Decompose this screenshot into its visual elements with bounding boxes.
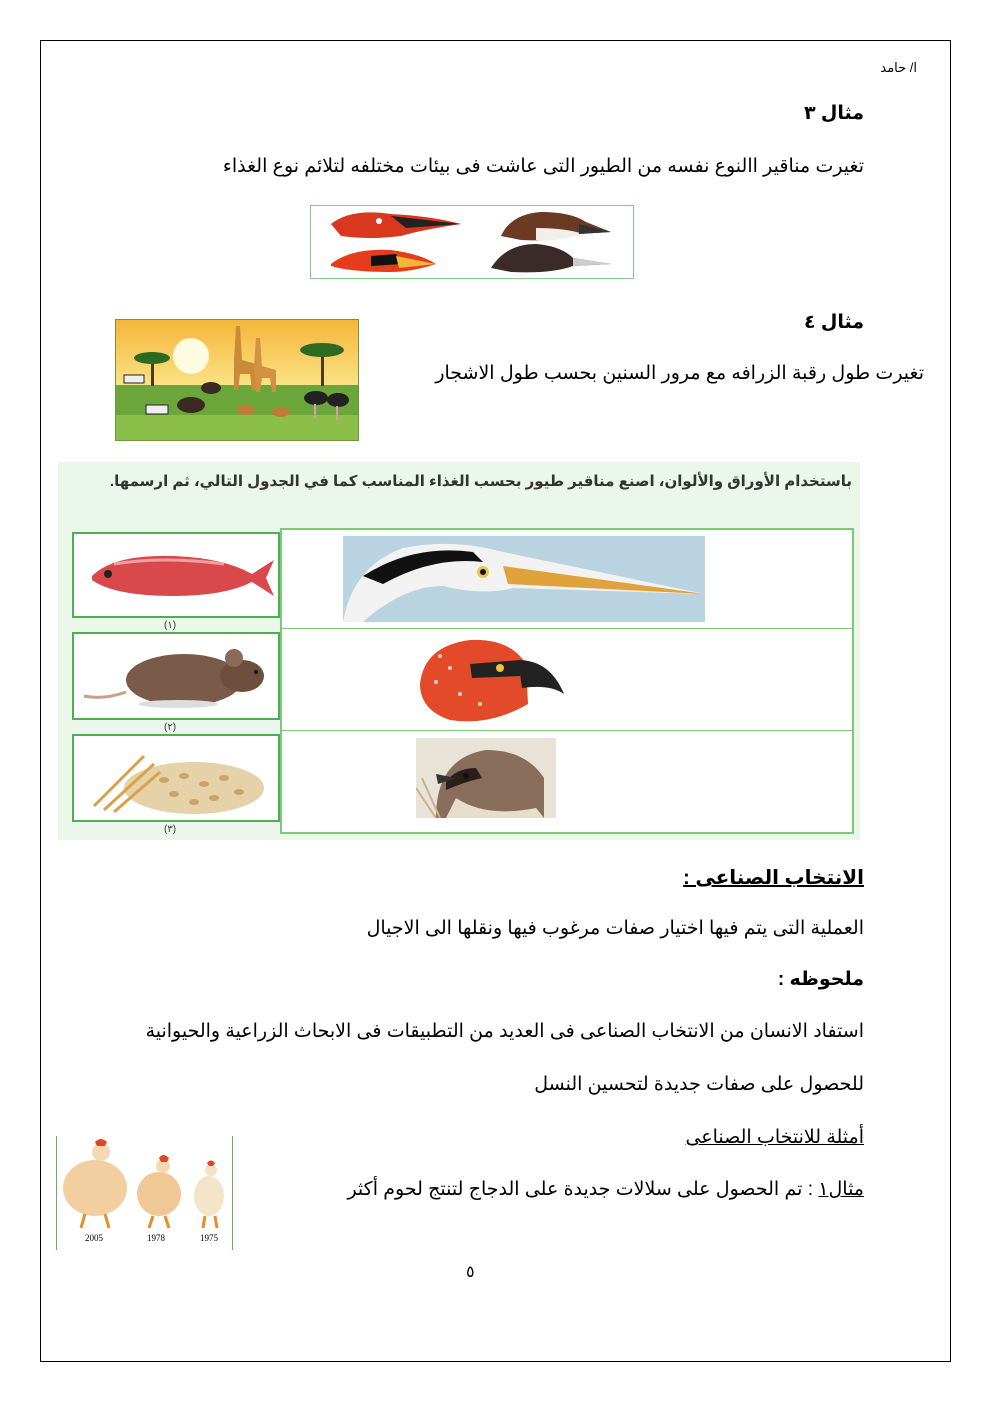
page-number: ٥: [466, 1264, 475, 1281]
short-beak-image: [416, 738, 556, 818]
example4-text: تغيرت طول رقبة الزرافه مع مرور السنين بحسب طول الاشجار: [435, 363, 924, 384]
example1-label: مثال١: [818, 1179, 864, 1200]
beak-activity-panel: [58, 462, 860, 840]
artificial-selection-definition: العملية التى يتم فيها اختيار صفات مرغوب فيها ونقلها الى الاجيال: [366, 918, 864, 939]
beaks-image: [310, 205, 634, 279]
hooked-beak-image: [410, 634, 570, 726]
activity-instruction: باستخدام الأوراق والألوان، اصنع مناقير طيور بحسب الغذاء المناسب كما في الجدول التالي، ثم ارسمها.: [109, 473, 852, 490]
row-divider: [280, 628, 854, 629]
row-divider: [280, 730, 854, 731]
example3-title: مثال ٣: [803, 103, 864, 124]
heron-beak-image: [343, 536, 705, 622]
row-number: (٣): [164, 824, 177, 835]
chickens-image: [56, 1136, 233, 1250]
note-line-2: للحصول على صفات جديدة لتحسين النسل: [534, 1074, 864, 1095]
example1-text: : تم الحصول على سلالات جديدة على الدجاج لتنتج لحوم أكثر: [347, 1179, 819, 1200]
row-number: (٢): [164, 722, 177, 733]
grains-image: [72, 734, 280, 822]
examples-heading: أمثلة للانتخاب الصناعى: [685, 1127, 864, 1148]
giraffe-savanna-image: [115, 319, 359, 441]
year-label: 1975: [200, 1233, 218, 1243]
note-heading: ملحوظه :: [777, 969, 864, 990]
author-header: ا/ حامد: [880, 60, 917, 75]
mouse-image: [72, 632, 280, 720]
year-label: 2005: [85, 1233, 103, 1243]
year-label: 1978: [147, 1233, 165, 1243]
note-line-1: استفاد الانسان من الانتخاب الصناعى فى العديد من التطبيقات فى الابحاث الزراعية والحيوانية: [145, 1021, 864, 1042]
row-number: (١): [164, 620, 177, 631]
example4-title: مثال ٤: [803, 312, 864, 333]
fish-image: [72, 532, 280, 618]
column-divider: [280, 528, 282, 834]
example1-line: [347, 1178, 864, 1201]
artificial-selection-heading: الانتخاب الصناعى :: [683, 867, 864, 889]
example3-text: تغيرت مناقير االنوع نفسه من الطيور التى عاشت فى بيئات مختلفه لتلائم نوع الغذاء: [222, 156, 864, 177]
